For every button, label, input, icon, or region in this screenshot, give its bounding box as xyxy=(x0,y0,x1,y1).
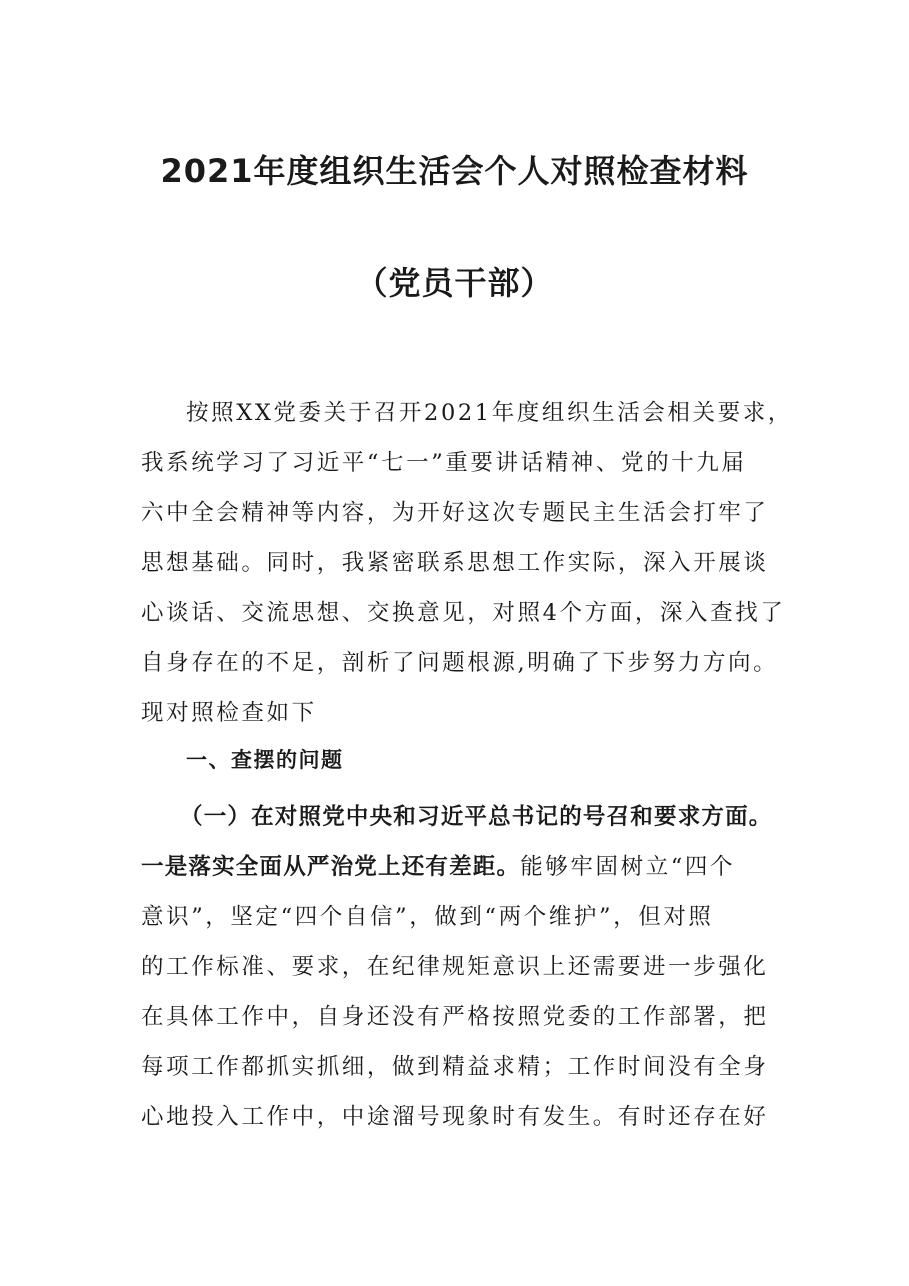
document-subtitle: （党员干部） xyxy=(355,264,554,302)
intro-line: 现对照检查如下 xyxy=(141,700,317,726)
body-line: 意识”，坚定“四个自信”，做到“两个维护”，但对照 xyxy=(141,904,714,930)
intro-line: 六中全会精神等内容，为开好这次专题民主生活会打牢了 xyxy=(141,500,769,526)
body-line: 的工作标准、要求，在纪律规矩意识上还需要进一步强化 xyxy=(141,954,769,980)
intro-line: 思想基础。同时，我紧密联系思想工作实际，深入开展谈 xyxy=(141,550,769,576)
intro-line: 我系统学习了习近平“七一”重要讲话精神、党的十九届 xyxy=(141,450,747,476)
body-line: 心地投入工作中，中途溜号现象时有发生。有时还存在好 xyxy=(141,1104,769,1130)
subsection-heading: （一）在对照党中央和习近平总书记的号召和要求方面。 xyxy=(180,804,773,830)
point-bold-text: 一是落实全面从严治党上还有差距。 xyxy=(141,854,521,880)
section-heading: 一、查摆的问题 xyxy=(186,748,344,772)
body-line: 每项工作都抓实抓细，做到精益求精；工作时间没有全身 xyxy=(141,1054,769,1080)
intro-line: 心谈话、交流思想、交换意见，对照4个方面，深入查找了 xyxy=(141,600,786,626)
intro-line: 自身存在的不足，剖析了问题根源,明确了下步努力方向。 xyxy=(141,650,779,676)
document-title: 2021年度组织生活会个人对照检查材料 xyxy=(160,152,749,190)
point-text: 能够牢固树立“四个 xyxy=(520,854,736,880)
intro-line: 按照XX党委关于召开2021年度组织生活会相关要求， xyxy=(186,400,793,426)
body-line: 在具体工作中，自身还没有严格按照党委的工作部署，把 xyxy=(141,1004,769,1030)
point-line xyxy=(141,852,781,882)
